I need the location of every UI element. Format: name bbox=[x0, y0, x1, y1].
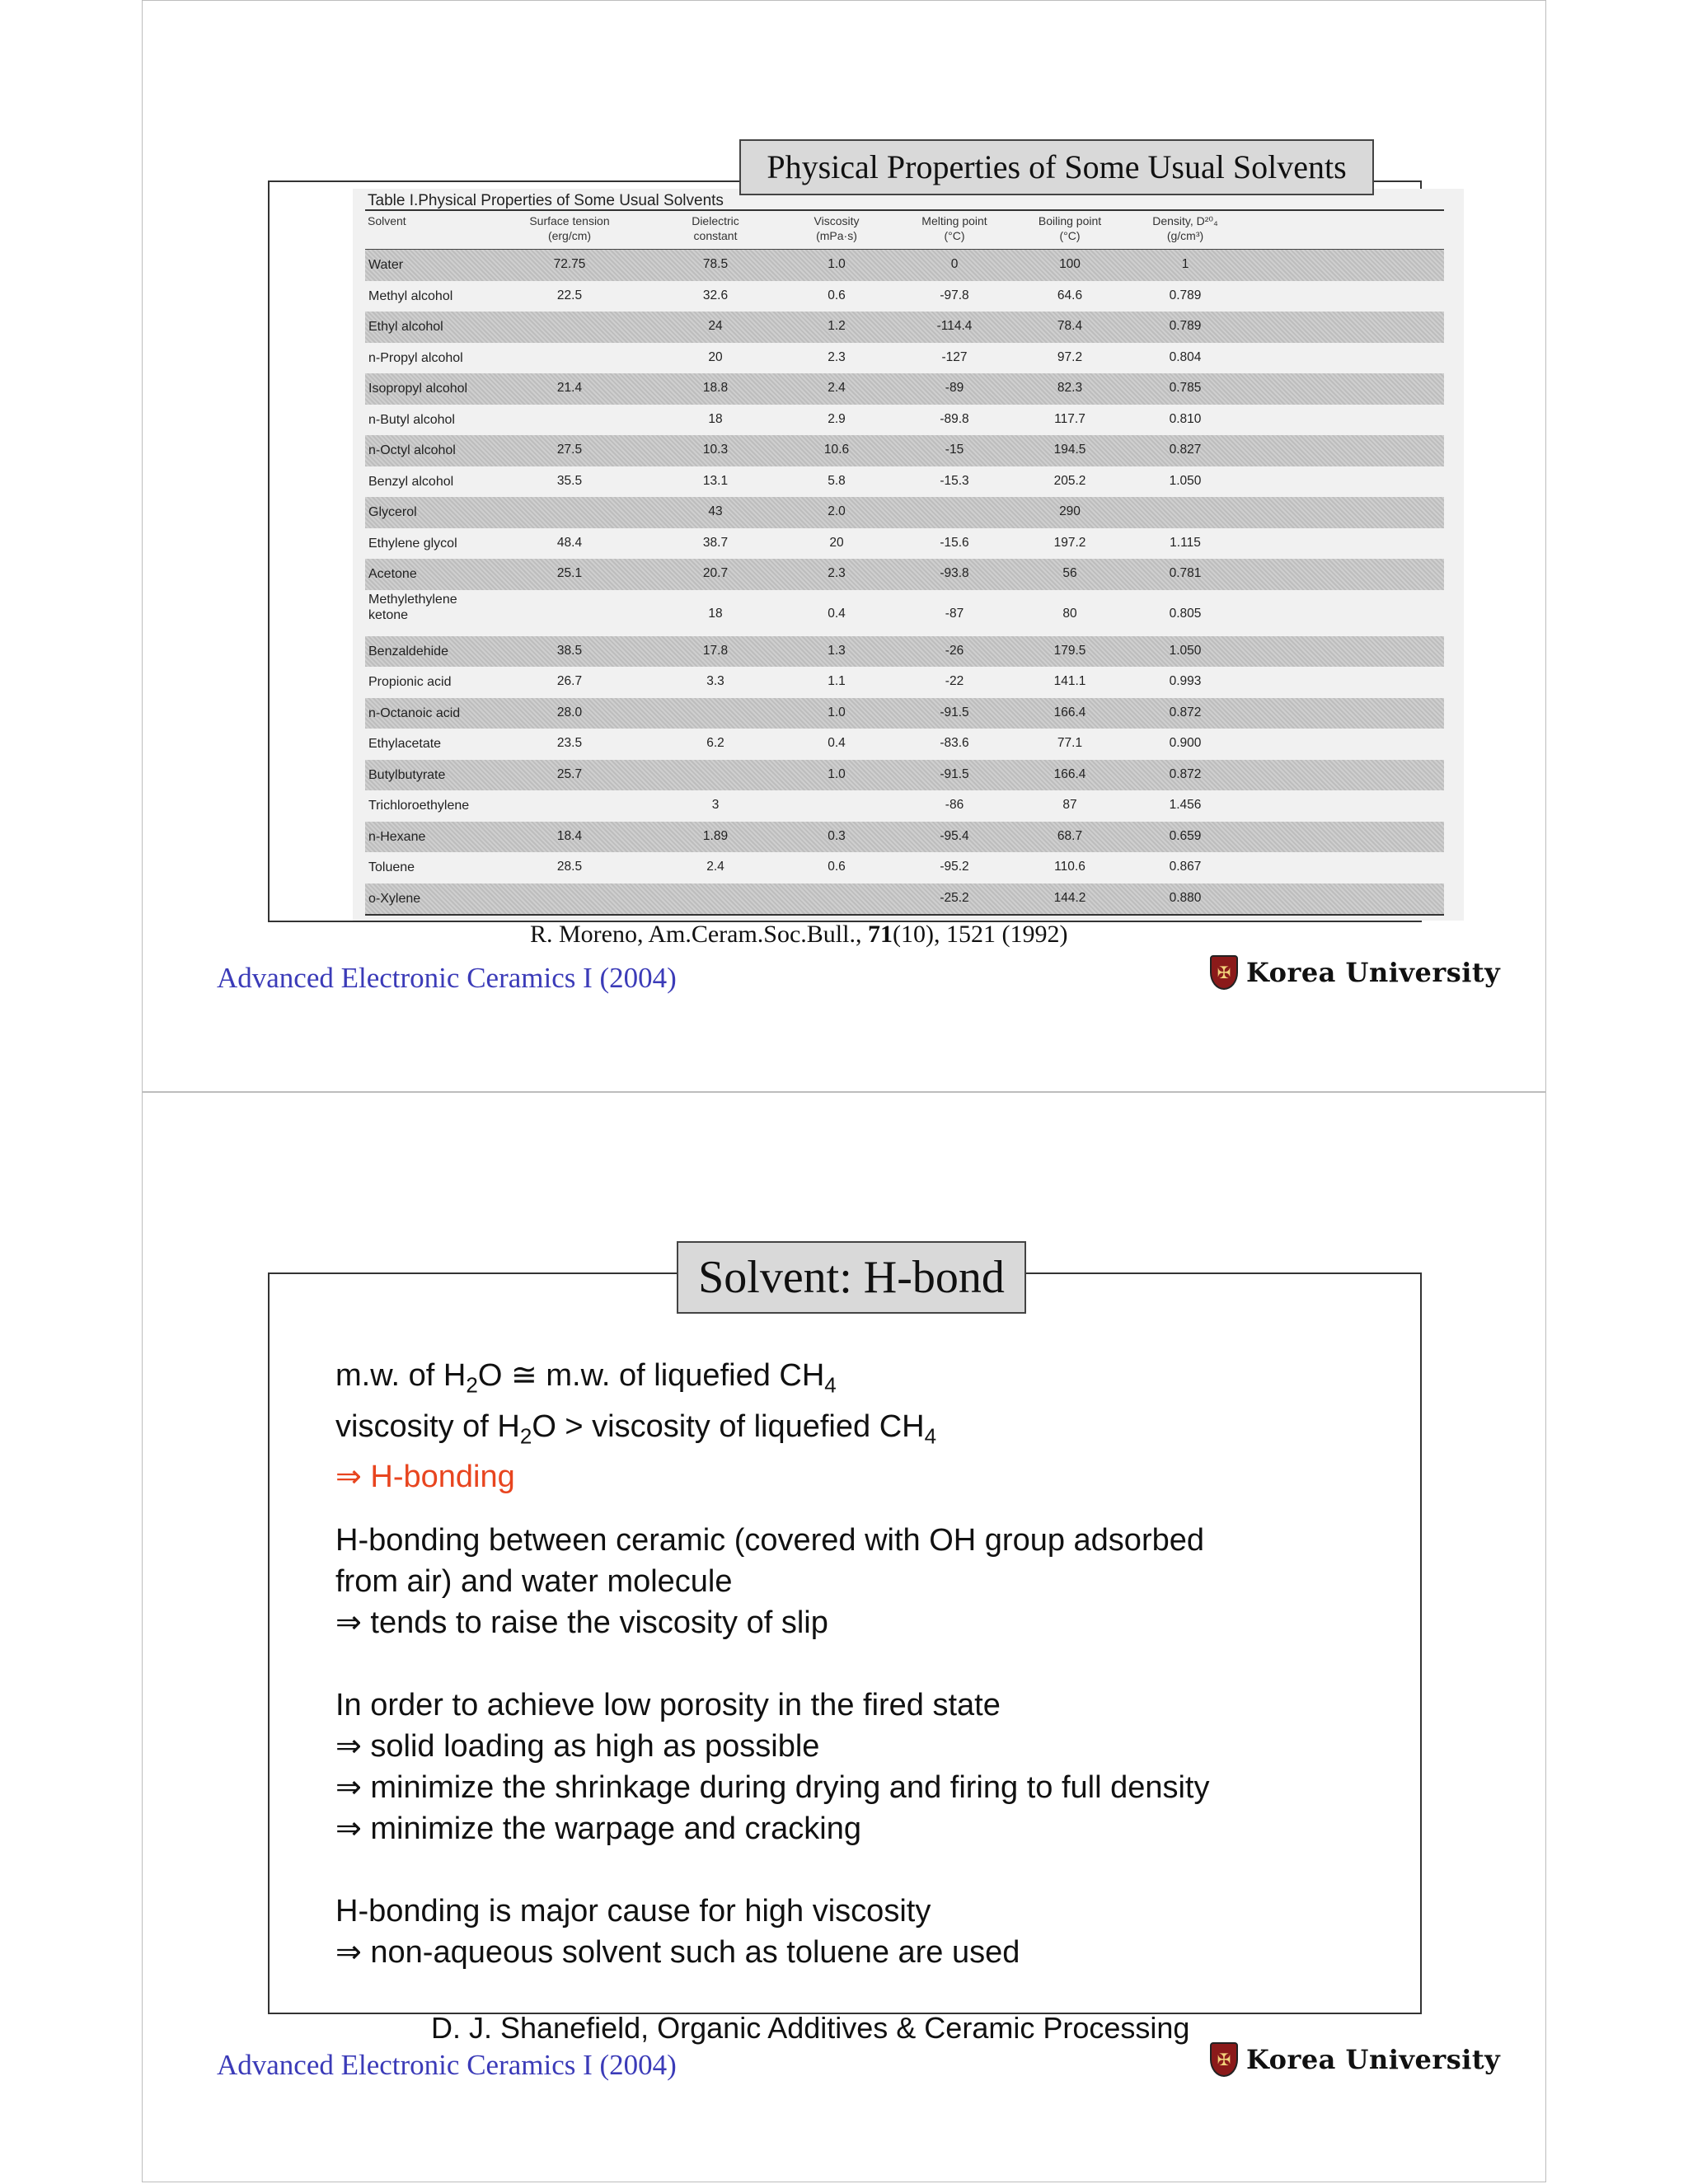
table-header-cell: Surface tension (erg/cm) bbox=[529, 214, 610, 242]
solvent-name: n-Octyl alcohol bbox=[368, 443, 456, 457]
table-row bbox=[365, 466, 1444, 498]
table-header-cell: Dielectric constant bbox=[692, 214, 739, 242]
table-cell: 0.872 bbox=[1169, 705, 1202, 719]
solvent-name: n-Butyl alcohol bbox=[368, 412, 455, 427]
table-cell: 10.3 bbox=[702, 443, 729, 457]
slide-2 bbox=[142, 1092, 1546, 2182]
table-cell: 2.3 bbox=[828, 566, 846, 580]
table-cell: -89 bbox=[945, 381, 964, 395]
table-cell: -91.5 bbox=[940, 766, 969, 781]
table-row bbox=[365, 405, 1444, 436]
table-row bbox=[365, 790, 1444, 822]
table-cell: 0.804 bbox=[1169, 349, 1202, 364]
table-row bbox=[365, 667, 1444, 698]
table-row bbox=[365, 373, 1444, 405]
table-cell: 0.4 bbox=[828, 606, 846, 621]
table-cell: -22 bbox=[945, 674, 964, 688]
table-cell: 13.1 bbox=[702, 473, 729, 488]
table-row bbox=[365, 435, 1444, 466]
solvent-name: Acetone bbox=[368, 567, 417, 581]
table-cell: -97.8 bbox=[940, 288, 969, 302]
table-cell: 78.5 bbox=[702, 257, 729, 271]
reference: R. Moreno, Am.Ceram.Soc.Bull., 71(10), 1521 (1992) bbox=[530, 921, 1068, 948]
table-cell: -25.2 bbox=[940, 890, 969, 905]
table-cell: 17.8 bbox=[702, 643, 729, 658]
table-cell: -95.2 bbox=[940, 860, 969, 874]
slide-title: Physical Properties of Some Usual Solvents bbox=[739, 139, 1374, 195]
table-cell: 0.872 bbox=[1169, 766, 1202, 781]
table-cell: -15.6 bbox=[940, 535, 969, 550]
table-header-cell: Melting point (°C) bbox=[921, 214, 987, 242]
table-cell: 82.3 bbox=[1057, 381, 1083, 395]
table-row bbox=[365, 343, 1444, 374]
table-cell: 48.4 bbox=[556, 535, 583, 550]
table-cell: 1.0 bbox=[828, 705, 846, 719]
logo-text: Korea University bbox=[1246, 2044, 1501, 2075]
table-row bbox=[365, 729, 1444, 760]
solvent-name: Propionic acid bbox=[368, 675, 452, 689]
table-cell: 0.3 bbox=[828, 828, 846, 843]
solvent-name: n-Octanoic acid bbox=[368, 705, 461, 720]
table-cell: -127 bbox=[941, 349, 968, 364]
university-logo bbox=[1210, 2039, 1500, 2080]
table-cell: 1.050 bbox=[1169, 643, 1202, 658]
table-cell: -93.8 bbox=[940, 566, 969, 580]
table-cell: 141.1 bbox=[1053, 674, 1086, 688]
table-cell: 35.5 bbox=[556, 473, 583, 488]
table-cell: 110.6 bbox=[1054, 860, 1085, 874]
solvent-name: Methyl alcohol bbox=[368, 288, 453, 303]
solvent-name: Ethylacetate bbox=[368, 737, 442, 751]
table-cell: 290 bbox=[1059, 504, 1081, 518]
table-cell: 2.3 bbox=[828, 349, 846, 364]
solvent-name: Butylbutyrate bbox=[368, 767, 446, 782]
table-cell: 0.659 bbox=[1169, 828, 1202, 843]
table-row bbox=[365, 852, 1444, 883]
table-cell: 0.789 bbox=[1169, 288, 1202, 302]
table-cell: 1.89 bbox=[702, 828, 729, 843]
table-cell: -91.5 bbox=[940, 705, 969, 719]
crest-icon: ✠ bbox=[1210, 955, 1238, 990]
table-cell: 64.6 bbox=[1057, 288, 1083, 302]
table-cell: 18.4 bbox=[556, 828, 583, 843]
table-cell: 20 bbox=[829, 535, 844, 550]
solvent-table bbox=[353, 189, 1464, 921]
table-header-cell: Solvent bbox=[368, 214, 406, 227]
table-cell: 24 bbox=[708, 319, 723, 333]
table-cell: 27.5 bbox=[556, 443, 583, 457]
table-row bbox=[365, 822, 1444, 853]
slide-title: Solvent: H-bond bbox=[677, 1241, 1026, 1314]
course-footer: Advanced Electronic Ceramics I (2004) bbox=[217, 962, 677, 994]
table-cell: 56 bbox=[1062, 566, 1077, 580]
table-cell: 0.900 bbox=[1169, 736, 1202, 750]
table-cell: 38.7 bbox=[702, 535, 729, 550]
table-cell: 0 bbox=[950, 257, 959, 271]
table-cell: 1 bbox=[1181, 257, 1189, 271]
table-cell: 0.810 bbox=[1169, 411, 1202, 426]
table-cell: 179.5 bbox=[1053, 643, 1086, 658]
table-row bbox=[365, 883, 1444, 915]
line-viscosity: viscosity of $H_2O$ > viscosity of liquefied $CH_4$ bbox=[335, 1408, 937, 1449]
table-cell: 1.2 bbox=[828, 319, 846, 333]
table-cell: 166.4 bbox=[1053, 705, 1086, 719]
table-cell: 87 bbox=[1062, 798, 1077, 812]
table-cell: -89.8 bbox=[940, 411, 969, 426]
table-cell: 2.9 bbox=[828, 411, 846, 426]
table-cell: 3 bbox=[711, 798, 720, 812]
table-cell: 22.5 bbox=[556, 288, 583, 302]
table-cell: 28.5 bbox=[556, 860, 583, 874]
paragraph-porosity: In order to achieve low porosity in the fired state ⇒ solid loading as high as possible ⇒ minimize the shrinkage during drying and firing to full density ⇒ minimize the warpage and cracking bbox=[335, 1688, 1210, 1846]
table-cell: 26.7 bbox=[556, 674, 583, 688]
table-cell: 166.4 bbox=[1053, 766, 1086, 781]
table-cell: 0.6 bbox=[828, 860, 846, 874]
table-cell: 0.993 bbox=[1169, 674, 1202, 688]
solvent-name: Benzaldehide bbox=[368, 644, 448, 658]
slide-1 bbox=[142, 0, 1546, 1092]
solvent-name: Toluene bbox=[368, 860, 415, 874]
course-footer: Advanced Electronic Ceramics I (2004) bbox=[217, 2049, 677, 2081]
table-cell: 2.4 bbox=[828, 381, 846, 395]
solvent-name: Trichloroethylene bbox=[368, 799, 470, 813]
line-h-bonding: ⇒ H-bonding bbox=[335, 1460, 515, 1495]
solvent-name: Glycerol bbox=[368, 505, 417, 519]
table-cell: 38.5 bbox=[556, 643, 583, 658]
table-cell: 205.2 bbox=[1053, 473, 1086, 488]
table-cell: 18 bbox=[708, 411, 723, 426]
table-cell: -83.6 bbox=[940, 736, 969, 750]
table-cell: 25.1 bbox=[556, 566, 583, 580]
table-row bbox=[365, 528, 1444, 560]
solvent-name: n-Hexane bbox=[368, 829, 426, 844]
table-cell: 2.0 bbox=[828, 504, 846, 518]
table-cell: -87 bbox=[945, 606, 964, 621]
table-cell: 23.5 bbox=[556, 736, 583, 750]
table-cell: 144.2 bbox=[1053, 890, 1086, 905]
solvent-name: Benzyl alcohol bbox=[368, 474, 454, 489]
table-cell: 1.1 bbox=[828, 674, 846, 688]
table-header-cell: Density, D²⁰₄ (g/cm³) bbox=[1152, 214, 1218, 242]
line-molecular-weight: m.w. of $H_2O$ ≅ m.w. of liquefied $CH_4$ bbox=[335, 1358, 837, 1398]
table-cell: 1.0 bbox=[828, 766, 846, 781]
table-cell: 21.4 bbox=[556, 381, 583, 395]
intro-block bbox=[335, 1355, 936, 1497]
table-cell: 72.75 bbox=[553, 257, 586, 271]
table-cell: 18 bbox=[708, 606, 723, 621]
table-cell: 20.7 bbox=[702, 566, 729, 580]
table-cell: 0.805 bbox=[1169, 606, 1202, 621]
table-caption: Table I.Physical Properties of Some Usual Solvents bbox=[368, 192, 724, 209]
table-cell: 0.6 bbox=[828, 288, 846, 302]
solvent-name: Ethylene glycol bbox=[368, 536, 457, 551]
table-cell: 1.115 bbox=[1170, 535, 1201, 550]
table-cell: -86 bbox=[945, 798, 964, 812]
table-cell: 32.6 bbox=[702, 288, 729, 302]
table-cell: 80 bbox=[1062, 606, 1077, 621]
table-cell: 0.789 bbox=[1169, 319, 1202, 333]
table-header-cell: Boiling point (°C) bbox=[1038, 214, 1102, 242]
paragraph-ceramic: H-bonding between ceramic (covered with OH group adsorbed from air) and water molecule ⇒ tends to raise the viscosity of slip bbox=[335, 1523, 1204, 1640]
solvent-name: Isopropyl alcohol bbox=[368, 382, 468, 396]
table-cell: 20 bbox=[708, 349, 723, 364]
table-cell: 0.867 bbox=[1169, 860, 1202, 874]
solvent-name: n-Propyl alcohol bbox=[368, 350, 463, 365]
table-cell: 197.2 bbox=[1053, 535, 1086, 550]
table-header-cell: Viscosity (mPa·s) bbox=[814, 214, 860, 242]
table-row bbox=[365, 312, 1444, 343]
table-cell: -114.4 bbox=[936, 319, 973, 333]
table-row bbox=[365, 636, 1444, 668]
solvent-name: Methylethylene ketone bbox=[368, 592, 457, 622]
table-cell: 43 bbox=[708, 504, 723, 518]
table-cell: 25.7 bbox=[556, 766, 583, 781]
table-cell: 5.8 bbox=[828, 473, 846, 488]
table-cell: 100 bbox=[1059, 257, 1081, 271]
table-cell: 1.456 bbox=[1169, 798, 1202, 812]
table-cell: 117.7 bbox=[1054, 411, 1085, 426]
table-cell: 0.781 bbox=[1169, 566, 1202, 580]
table-cell: 97.2 bbox=[1057, 349, 1083, 364]
table-row bbox=[365, 281, 1444, 312]
table-cell: 28.0 bbox=[556, 705, 583, 719]
table-cell: 0.4 bbox=[828, 736, 846, 750]
crest-icon: ✠ bbox=[1210, 2042, 1238, 2077]
table-cell: -15 bbox=[945, 443, 964, 457]
table-cell: 194.5 bbox=[1053, 443, 1086, 457]
table-cell: 68.7 bbox=[1057, 828, 1083, 843]
table-cell: 1.050 bbox=[1169, 473, 1202, 488]
reference: D. J. Shanefield, Organic Additives & Ceramic Processing bbox=[431, 2011, 1190, 2045]
paragraph-viscosity-cause: H-bonding is major cause for high viscosity ⇒ non-aqueous solvent such as toluene are used bbox=[335, 1894, 1020, 1970]
table-row bbox=[365, 250, 1444, 281]
table-top-rule bbox=[365, 209, 1444, 211]
table-cell: -15.3 bbox=[940, 473, 969, 488]
table-row bbox=[365, 760, 1444, 791]
table-cell: 0.785 bbox=[1169, 381, 1202, 395]
table-cell: 77.1 bbox=[1057, 736, 1083, 750]
table-row bbox=[365, 559, 1444, 590]
table-row bbox=[365, 698, 1444, 729]
solvent-name: Ethyl alcohol bbox=[368, 320, 443, 334]
table-cell: 3.3 bbox=[706, 674, 724, 688]
logo-text: Korea University bbox=[1246, 957, 1501, 988]
table-cell: 1.3 bbox=[828, 643, 846, 658]
solvent-name: o-Xylene bbox=[368, 891, 421, 906]
university-logo bbox=[1210, 952, 1500, 993]
table-cell: 10.6 bbox=[823, 443, 850, 457]
solvent-name: Water bbox=[368, 258, 404, 272]
table-cell: -95.4 bbox=[940, 828, 969, 843]
table-cell: -26 bbox=[945, 643, 964, 658]
table-cell: 0.827 bbox=[1169, 443, 1202, 457]
table-cell: 6.2 bbox=[706, 736, 724, 750]
table-cell: 18.8 bbox=[702, 381, 729, 395]
table-cell: 2.4 bbox=[706, 860, 724, 874]
table-bottom-rule bbox=[365, 914, 1444, 916]
table-row bbox=[365, 590, 1444, 636]
table-cell: 0.880 bbox=[1169, 890, 1202, 905]
table-cell: 78.4 bbox=[1057, 319, 1083, 333]
table-cell: 1.0 bbox=[828, 257, 846, 271]
table-row bbox=[365, 497, 1444, 528]
